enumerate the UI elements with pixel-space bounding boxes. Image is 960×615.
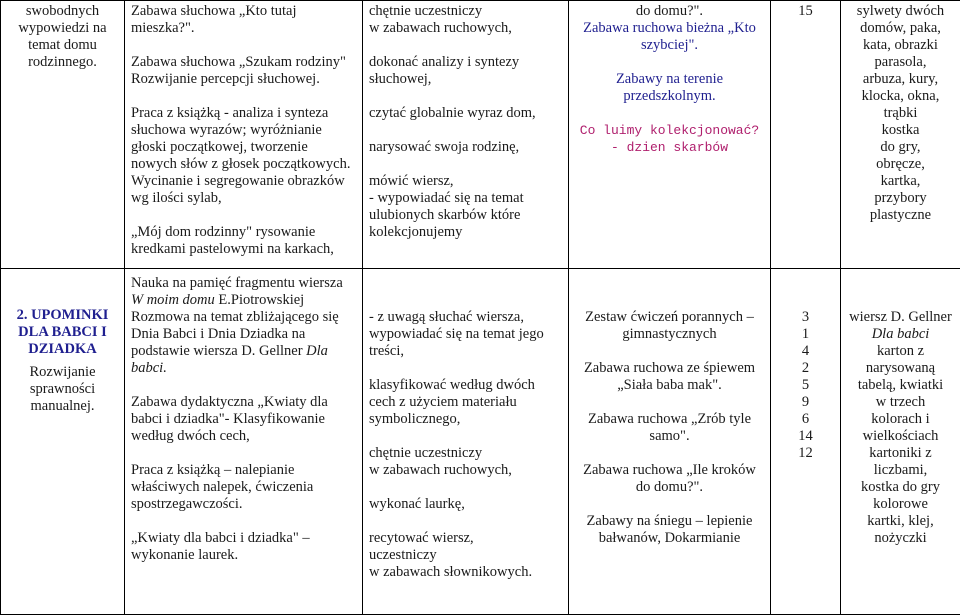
material-line: kolorowe [847, 496, 954, 513]
poem-title: Dla babci. [131, 343, 328, 376]
code-cell [771, 269, 841, 615]
poem-title: W moim domu [131, 292, 215, 308]
movement-text: Zabawy na śniegu – lepienie bałwanów, Dokarmianie [575, 513, 764, 547]
code-number: 3 [777, 309, 834, 326]
topic-title: 2. UPOMINKI DLA BABCI I DZIADKA [7, 307, 118, 358]
outcome-text: chętnie uczestniczy [369, 445, 562, 462]
outcome-text: recytować wiersz, [369, 530, 562, 547]
material-line: kostka do gry [847, 479, 954, 496]
outcome-text: narysować swoja rodzinę, [369, 139, 562, 156]
outcome-text: wykonać laurkę, [369, 496, 562, 513]
movement-cell [569, 1, 771, 269]
movement-text: Zabawa ruchowa „Zrób tyle samo". [575, 411, 764, 445]
material-line: wielkościach [847, 428, 954, 445]
code-number: 5 [777, 377, 834, 394]
activities-cell [125, 269, 363, 615]
poem-title: Dla babci [872, 326, 930, 342]
activity-part: Nauka na pamięć fragmentu wiersza [131, 275, 343, 291]
table-row [1, 1, 960, 269]
movement-cell [569, 269, 771, 615]
material-line: kolorach i [847, 411, 954, 428]
code-number: 9 [777, 394, 834, 411]
code-number: 1 [777, 326, 834, 343]
activity-text: „Kwiaty dla babci i dziadka" – wykonanie laurek. [131, 530, 356, 564]
topic-cell [1, 269, 125, 615]
outcome-text: uczestniczy [369, 547, 562, 564]
topic-line: temat domu [7, 37, 118, 54]
material-line: kata, obrazki [847, 37, 954, 54]
code-number: 6 [777, 411, 834, 428]
movement-text: Zabawa ruchowa bieżna „Kto szybciej". [575, 20, 764, 54]
table-row [1, 269, 960, 615]
material-line: arbuza, kury, [847, 71, 954, 88]
activity-text: „Mój dom rodzinny" rysowanie kredkami pastelowymi na karkach, [131, 224, 356, 258]
material-line: liczbami, [847, 462, 954, 479]
material-line: tabelą, kwiatki [847, 377, 954, 394]
movement-text: Zabawy na terenie przedszkolnym. [575, 71, 764, 105]
outcome-text: w zabawach słownikowych. [369, 564, 562, 581]
material-line: plastyczne [847, 207, 954, 224]
activities-cell [125, 1, 363, 269]
material-line: kostka [847, 122, 954, 139]
code-cell [771, 1, 841, 269]
outcome-text: klasyfikować według dwóch cech z użyciem materiału symbolicznego, [369, 377, 562, 428]
topic-line: rodzinnego. [7, 54, 118, 71]
activity-text: Zabawa słuchowa „Szukam rodziny" Rozwijanie percepcji słuchowej. [131, 54, 356, 88]
material-line: karton z [847, 343, 954, 360]
materials-cell [841, 1, 960, 269]
material-text [847, 309, 954, 343]
movement-text: Zabawa ruchowa ze śpiewem „Siała baba mak". [575, 360, 764, 394]
activity-text: Zabawa dydaktyczna „Kwiaty dla babci i dziadka"- Klasyfikowanie według dwóch cech, [131, 394, 356, 445]
topic-subtitle: Rozwijanie sprawności manualnej. [7, 364, 118, 415]
outcome-text: w zabawach ruchowych, [369, 20, 562, 37]
outcome-text: chętnie uczestniczy [369, 3, 562, 20]
material-line: narysowaną [847, 360, 954, 377]
code-number: 15 [777, 3, 834, 20]
material-line: w trzech [847, 394, 954, 411]
outcomes-cell [363, 1, 569, 269]
activity-text: Praca z książką - analiza i synteza słuchowa wyrazów; wyróżnianie głoski początkowej, tworzenie nowych słów z głosek początkowych. [131, 105, 356, 173]
material-line: trąbki [847, 105, 954, 122]
material-line: kartki, klej, [847, 513, 954, 530]
topic-line: wypowiedzi na [7, 20, 118, 37]
code-number: 4 [777, 343, 834, 360]
material-line: przybory [847, 190, 954, 207]
activity-part: E.Piotrowskiej [215, 292, 304, 308]
material-line: do gry, [847, 139, 954, 156]
outcome-text: czytać globalnie wyraz dom, [369, 105, 562, 122]
activity-text: Zabawa słuchowa „Kto tutaj mieszka?". [131, 3, 356, 37]
activity-text [131, 309, 356, 377]
material-line: kartoniki z [847, 445, 954, 462]
outcomes-cell [363, 269, 569, 615]
activity-part: Rozmowa na temat zbliżającego się Dnia Babci i Dnia Dziadka na podstawie wiersza D. Gellner [131, 309, 339, 359]
material-line: klocka, okna, [847, 88, 954, 105]
material-line: sylwety dwóch [847, 3, 954, 20]
code-number: 2 [777, 360, 834, 377]
material-part: wiersz D. Gellner [849, 309, 952, 325]
material-line: obręcze, [847, 156, 954, 173]
movement-text: Zestaw ćwiczeń porannych – gimnastycznych [575, 309, 764, 343]
material-line: parasola, [847, 54, 954, 71]
movement-text: Zabawa ruchowa „Ile kroków do domu?". [575, 462, 764, 496]
outcome-text: mówić wiersz, [369, 173, 562, 190]
activity-text: Praca z książką – nalepianie właściwych nalepek, ćwiczenia spostrzegawczości. [131, 462, 356, 513]
movement-text: do domu?". [575, 3, 764, 20]
outcome-text: dokonać analizy i syntezy słuchowej, [369, 54, 562, 88]
outcome-text: w zabawach ruchowych, [369, 462, 562, 479]
code-number: 12 [777, 445, 834, 462]
movement-text: Co luimy kolekcjonować? [575, 122, 764, 139]
code-number: 14 [777, 428, 834, 445]
topic-line: swobodnych [7, 3, 118, 20]
movement-text: - dzien skarbów [575, 139, 764, 156]
material-line: nożyczki [847, 530, 954, 547]
material-line: kartka, [847, 173, 954, 190]
materials-cell [841, 269, 960, 615]
outcome-text: - z uwagą słuchać wiersza, wypowiadać się na temat jego treści, [369, 309, 562, 360]
material-line: domów, paka, [847, 20, 954, 37]
activity-text: Wycinanie i segregowanie obrazków wg ilości sylab, [131, 173, 356, 207]
outcome-text: - wypowiadać się na temat ulubionych skarbów które kolekcjonujemy [369, 190, 562, 241]
topic-cell [1, 1, 125, 269]
activity-text [131, 275, 356, 309]
